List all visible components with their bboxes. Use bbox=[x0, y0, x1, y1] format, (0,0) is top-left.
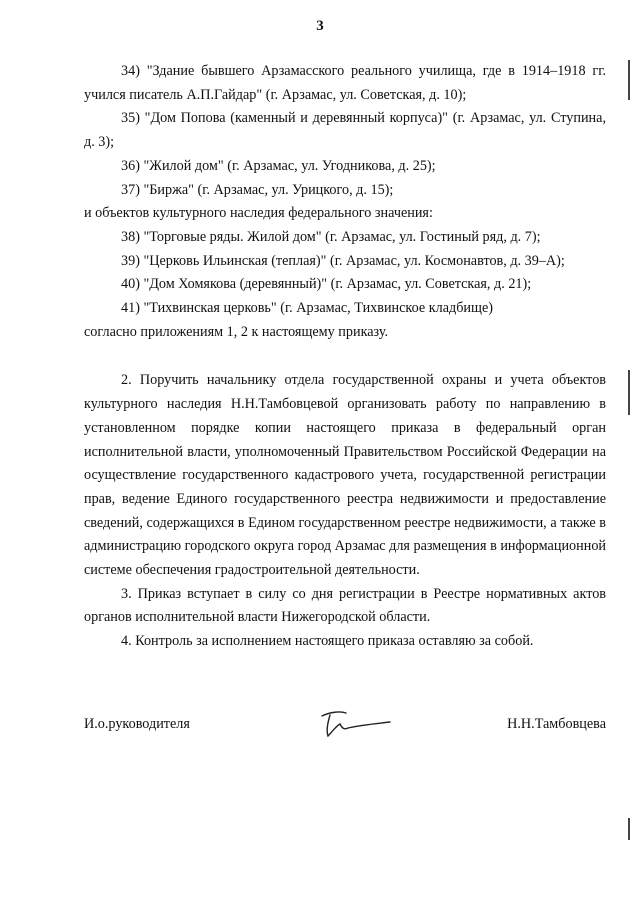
paragraph: 34) "Здание бывшего Арзамасского реального училища, где в 1914–1918 гг. учился писатель А.П.Гайдар" (г. Арзамас, ул. Советская, д. 10); bbox=[84, 63, 606, 103]
signatory-name: Н.Н.Тамбовцева bbox=[507, 716, 606, 732]
signature-block bbox=[84, 712, 606, 742]
handwritten-signature bbox=[316, 706, 394, 744]
paragraph: 41) "Тихвинская церковь" (г. Арзамас, Тихвинское кладбище) bbox=[121, 300, 493, 317]
scan-artifact bbox=[628, 370, 630, 415]
paragraph: 4. Контроль за исполнением настоящего приказа оставляю за собой. bbox=[121, 633, 534, 650]
paragraph: 2. Поручить начальнику отдела государственной охраны и учета объектов культурного наследия Н.Н.Тамбовцевой организовать работу по направлению в установленном порядке копии настоящего приказа в федеральный орган исполнительной власти, уполномоченный Правительством Российской Федерации на осуществление государственного кадастрового учета, государственной регистрации прав, ведение Единого государственного реестра недвижимости и предоставление сведений, содержащихся в Едином государственном реестре недвижимости, а также в администрацию городского округа город Арзамас для размещения в информационной системе обеспечения градостроительной деятельности. bbox=[84, 372, 606, 579]
paragraph: и объектов культурного наследия федерального значения: bbox=[84, 205, 433, 222]
paragraph: 38) "Торговые ряды. Жилой дом" (г. Арзамас, ул. Гостиный ряд, д. 7); bbox=[121, 228, 541, 245]
paragraph: 3. Приказ вступает в силу со дня регистрации в Реестре нормативных актов органов исполнительной власти Нижегородской области. bbox=[84, 585, 606, 626]
paragraph: согласно приложениям 1, 2 к настоящему приказу. bbox=[84, 323, 389, 340]
paragraph: 37) "Биржа" (г. Арзамас, ул. Урицкого, д. 15); bbox=[121, 181, 394, 198]
paragraph: 36) "Жилой дом" (г. Арзамас, ул. Угодникова, д. 25); bbox=[121, 157, 436, 174]
scan-artifact bbox=[628, 818, 630, 840]
page-number: 3 bbox=[316, 18, 324, 34]
paragraph-gap bbox=[84, 344, 606, 369]
paragraph: 35) "Дом Попова (каменный и деревянный корпуса)" (г. Арзамас, ул. Ступина, д. 3); bbox=[84, 110, 606, 151]
document-body bbox=[84, 60, 606, 654]
signatory-position: И.о.руководителя bbox=[84, 716, 190, 732]
paragraph: 39) "Церковь Ильинская (теплая)" (г. Арзамас, ул. Космонавтов, д. 39–А); bbox=[121, 252, 565, 269]
scan-artifact bbox=[628, 60, 630, 100]
paragraph: 40) "Дом Хомякова (деревянный)" (г. Арзамас, ул. Советская, д. 21); bbox=[121, 276, 532, 293]
